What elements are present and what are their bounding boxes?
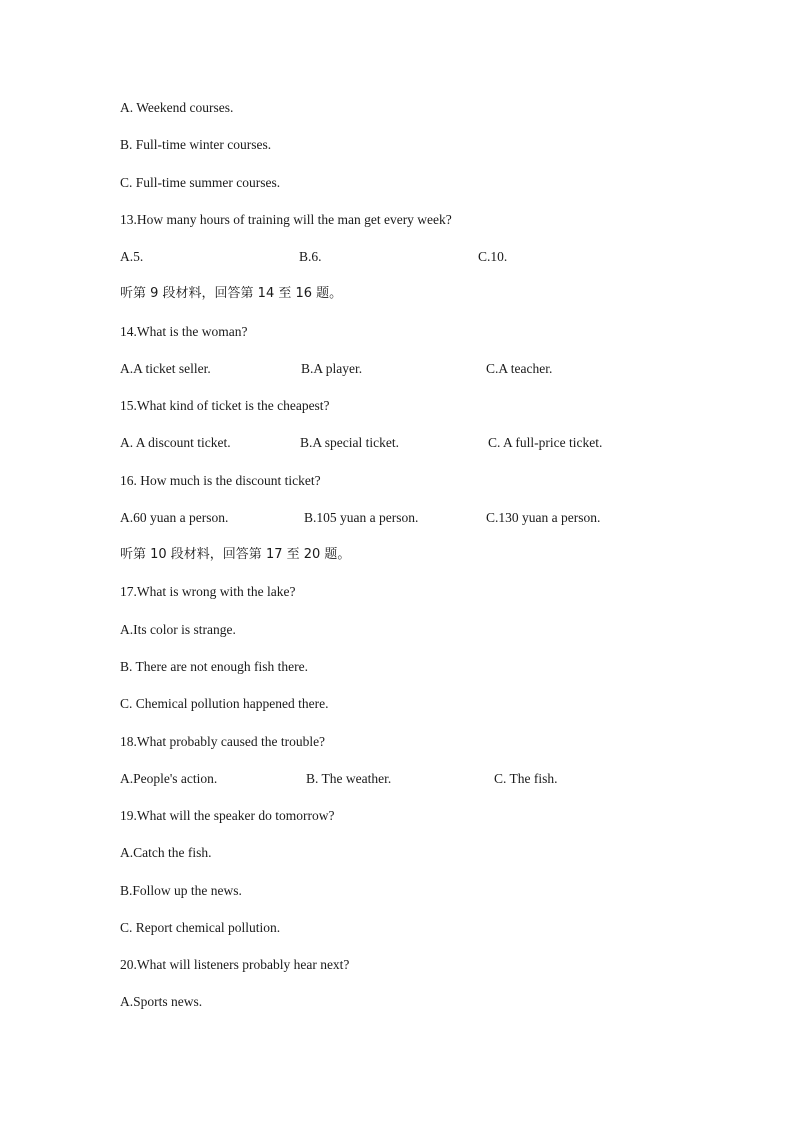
q14-option-c: C.A teacher. bbox=[486, 361, 553, 376]
q16-option-c: C.130 yuan a person. bbox=[486, 510, 601, 525]
q13-option-b: B.6. bbox=[299, 249, 322, 264]
question-17: 17.What is wrong with the lake? bbox=[120, 584, 296, 599]
question-20: 20.What will listeners probably hear next? bbox=[120, 957, 350, 972]
option-c-summer: C. Full-time summer courses. bbox=[120, 175, 281, 190]
q13-option-a: A.5. bbox=[120, 249, 144, 264]
q15-option-c: C. A full-price ticket. bbox=[488, 435, 603, 450]
question-16: 16. How much is the discount ticket? bbox=[120, 473, 321, 488]
q19-option-b: B.Follow up the news. bbox=[120, 883, 242, 898]
q13-option-c: C.10. bbox=[478, 249, 508, 264]
q17-option-b: B. There are not enough fish there. bbox=[120, 659, 308, 674]
section-9-heading: 听第 9 段材料，回答第 14 至 16 题。 bbox=[120, 286, 343, 301]
q18-option-c: C. The fish. bbox=[494, 771, 558, 786]
q19-option-a: A.Catch the fish. bbox=[120, 845, 212, 860]
q14-option-a: A.A ticket seller. bbox=[120, 361, 211, 376]
q17-option-a: A.Its color is strange. bbox=[120, 622, 236, 637]
q17-option-c: C. Chemical pollution happened there. bbox=[120, 696, 329, 711]
question-13: 13.How many hours of training will the man get every week? bbox=[120, 212, 452, 227]
q15-option-b: B.A special ticket. bbox=[300, 435, 399, 450]
question-14: 14.What is the woman? bbox=[120, 324, 248, 339]
question-15: 15.What kind of ticket is the cheapest? bbox=[120, 398, 330, 413]
q20-option-a: A.Sports news. bbox=[120, 994, 203, 1009]
q14-option-b: B.A player. bbox=[301, 361, 363, 376]
question-18: 18.What probably caused the trouble? bbox=[120, 734, 326, 749]
option-a-weekend: A. Weekend courses. bbox=[120, 100, 234, 115]
q15-option-a: A. A discount ticket. bbox=[120, 435, 231, 450]
q16-option-b: B.105 yuan a person. bbox=[304, 510, 419, 525]
q19-option-c: C. Report chemical pollution. bbox=[120, 920, 281, 935]
option-b-winter: B. Full-time winter courses. bbox=[120, 137, 272, 152]
q18-option-b: B. The weather. bbox=[306, 771, 392, 786]
question-19: 19.What will the speaker do tomorrow? bbox=[120, 808, 335, 823]
q18-option-a: A.People's action. bbox=[120, 771, 218, 786]
section-10-heading: 听第 10 段材料，回答第 17 至 20 题。 bbox=[120, 547, 351, 562]
q16-option-a: A.60 yuan a person. bbox=[120, 510, 229, 525]
